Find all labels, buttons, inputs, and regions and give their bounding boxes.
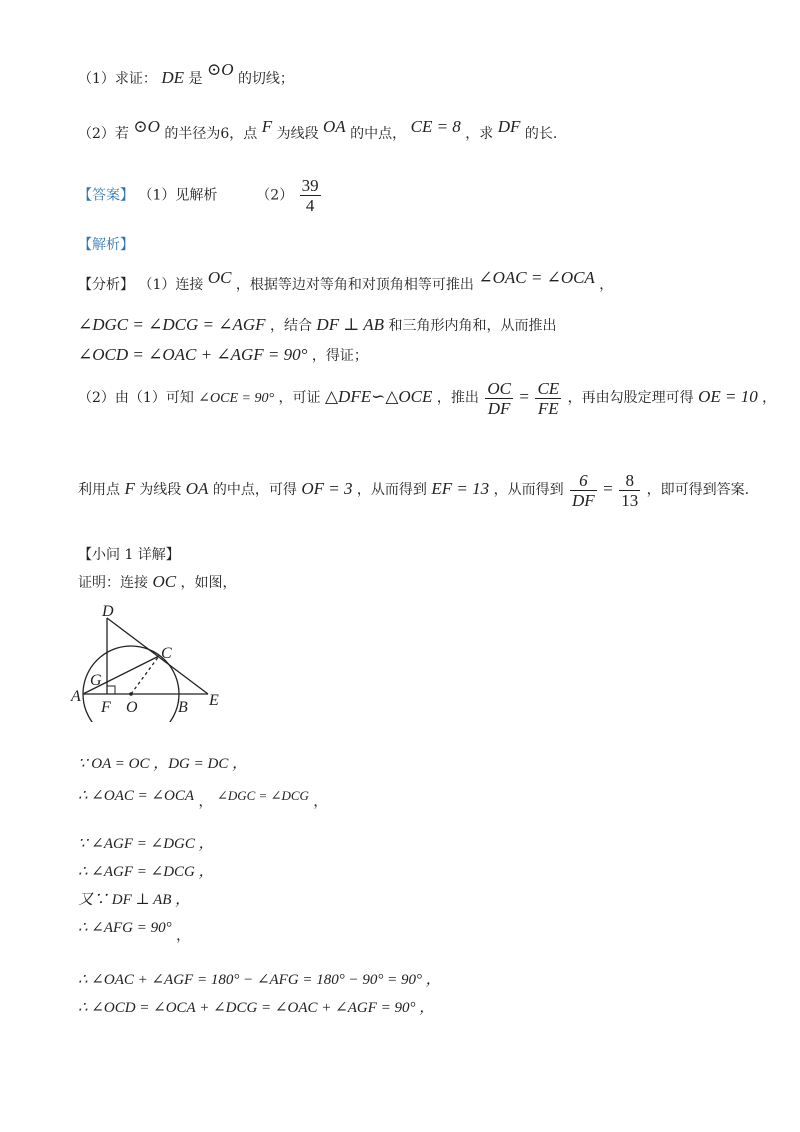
l4-eq-sign: = [519,387,529,406]
label-a: A [71,688,81,705]
q2-radius-text: 的半径为6，点 [164,126,258,142]
q1-circle: ⊙O [206,60,234,79]
q2-oa: OA [323,117,346,136]
l2-b: 和三角形内角和，从而推出 [388,318,557,334]
label-d: D [102,603,114,620]
proof-intro [78,572,237,593]
q2-mid-text: 为线段 [276,126,319,142]
analysis-line3 [78,345,368,366]
q2-ce: CE = 8 [410,117,461,136]
l4-a: （2）由（1）可知 [78,390,194,406]
answer-frac-den: 4 [305,196,315,215]
answer-fraction [300,176,321,215]
l3-a: ，得证； [311,348,368,364]
step-7: ∴ ∠OAC + ∠AGF = 180° − ∠AFG = 180° − 90° = 90° ， [78,972,441,988]
l5-a: 利用点 [78,482,120,498]
l4-d: ，再由勾股定理可得 [567,390,694,406]
l5-of: OF = 3 [301,479,353,498]
step-4: ∴ ∠AGF = ∠DCG ， [78,864,214,880]
step-6 [78,918,191,944]
line-oc-dashed [131,656,159,694]
step-2b: ， [198,794,213,810]
right-angle-mark [107,686,115,694]
q1-is: 是 [188,71,203,87]
l5-frac1 [570,471,597,510]
l5-frac2 [619,471,640,510]
answer-frac-num: 39 [301,176,319,195]
l5-frac2-num: 8 [619,471,640,491]
answer-part1: （1）见解析 [138,187,218,204]
geometry-figure [70,602,240,722]
q2-circle: ⊙O [133,117,160,136]
label-f: F [101,699,111,716]
l4-frac2-den: FE [537,398,559,418]
l5-frac1-den: DF [572,490,595,510]
l4-frac2 [535,379,561,418]
l5-frac1-num: 6 [570,471,597,491]
l4-ang: ∠OCE = 90° [198,391,275,406]
l1-c: ， [599,277,614,293]
step-2a: ∴ ∠OAC = ∠OCA [78,788,195,804]
proof-a: 证明：连接 [78,575,148,591]
l1-oc: OC [207,268,232,287]
label-g: G [90,672,102,689]
answer-tag: 【答案】 [78,187,134,204]
detail-tag: 【小问 1 详解】 [78,547,180,563]
l2-a: ，结合 [269,318,312,334]
q2-mid-text2: 的中点， [350,126,407,142]
l5-b: 为线段 [139,482,182,498]
step-1: ∵ OA = OC ，DG = DC ， [78,756,248,772]
analysis-line5 [78,470,749,510]
l4-c: ，推出 [436,390,479,406]
l5-d: ，从而得到 [356,482,427,498]
q2-prefix: （2）若 [78,126,129,142]
step-6b: ， [176,928,191,944]
l1-b: ，根据等边对等角和对顶角相等可推出 [235,277,474,293]
proof-oc: OC [152,572,177,591]
label-e: E [209,692,219,709]
l5-e: ，从而得到 [493,482,564,498]
analysis-line2 [78,315,557,336]
analysis-tag: 【解析】 [78,237,134,253]
q2-suffix: 的长. [524,126,558,142]
l5-frac2-den: 13 [621,490,639,510]
l4-frac1 [485,379,513,418]
q1-de: DE [161,68,185,87]
proof-b: ，如图， [180,575,237,591]
l5-eq-sign: = [603,479,613,498]
analysis-line1 [78,268,614,295]
label-b: B [178,699,188,716]
q2-df: DF [497,117,521,136]
answer-part2-label: （2） [256,187,294,204]
line-de [107,618,208,694]
step-6a: ∴ ∠AFG = 90° [78,920,172,936]
l4-oe: OE = 10 [698,387,758,406]
l5-ef: EF = 13 [431,479,490,498]
q1-suffix: 的切线； [237,71,294,87]
label-o: O [126,699,138,716]
l5-oa: OA [185,479,209,498]
l4-frac2-num: CE [537,378,560,398]
step-5: 又∵ DF ⊥ AB ， [78,892,191,908]
label-c: C [161,645,172,662]
l4-sim: △DFE∽△OCE [324,387,433,406]
step-2 [78,786,328,810]
l3-eq: ∠OCD = ∠OAC + ∠AGF = 90° [78,345,308,364]
point-o [129,692,133,696]
question-part1 [78,60,294,89]
l2-eq: ∠DGC = ∠DCG = ∠AGF [78,315,266,334]
l4-frac1-den: DF [487,398,511,418]
q2-f: F [261,117,273,136]
l4-e: ， [762,390,777,406]
answer-line [78,176,323,215]
step-8: ∴ ∠OCD = ∠OCA + ∠DCG = ∠OAC + ∠AGF = 90° ， [78,1000,435,1016]
analysis-line4 [78,378,776,418]
step-3: ∵ ∠AGF = ∠DGC ， [78,836,214,852]
l2-perp: DF ⊥ AB [316,315,385,334]
l4-b: ，可证 [278,390,321,406]
l1-eq: ∠OAC = ∠OCA [478,268,595,287]
q1-prefix: （1）求证： [78,71,157,87]
question-part2 [78,117,558,144]
fenxi-tag: 【分析】 [78,277,134,293]
l5-g: ，即可得到答案. [646,482,750,498]
l5-c: 的中点，可得 [212,482,297,498]
l1-a: （1）连接 [138,277,204,293]
step-2c: ∠DGC = ∠DCG [216,788,309,803]
step-2d: ， [313,794,328,810]
l4-frac1-num: OC [487,378,511,398]
l5-f: F [124,479,135,498]
q2-ask-text: ，求 [465,126,494,142]
